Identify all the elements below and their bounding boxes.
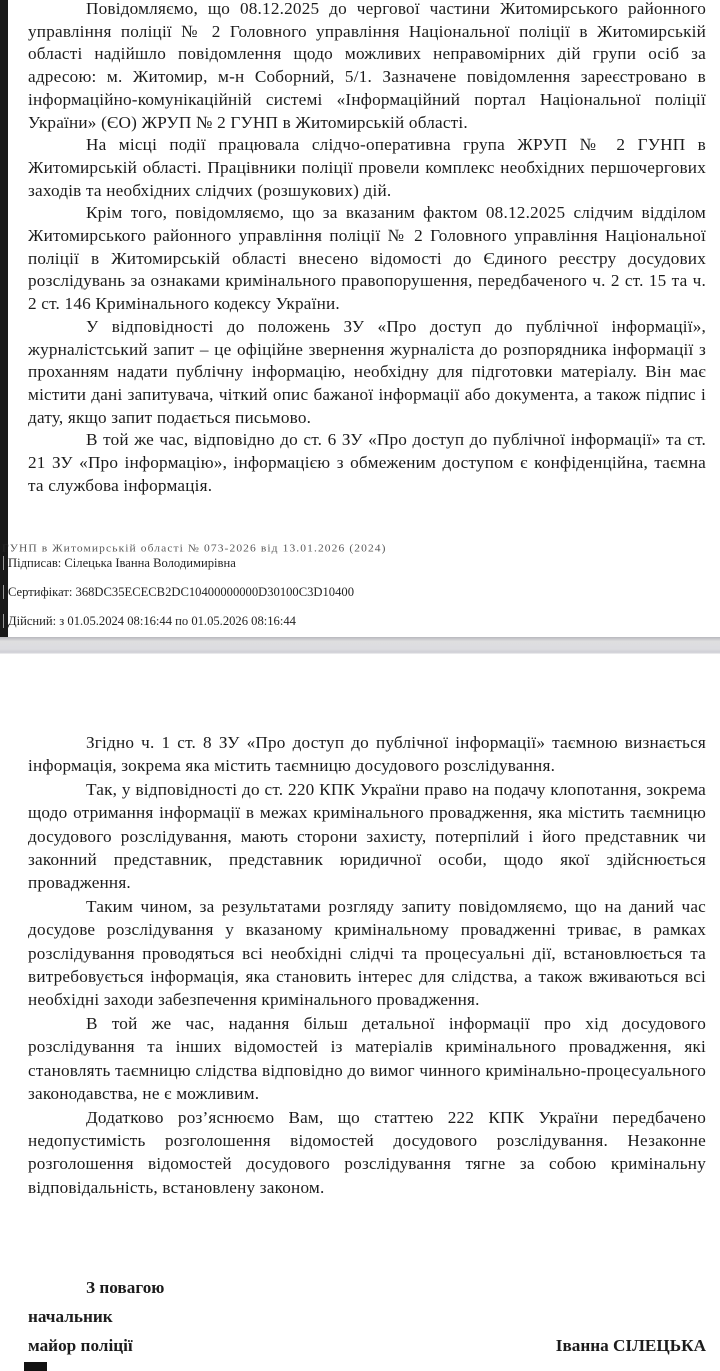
- scan-artifact-mark: [24, 1362, 47, 1371]
- signature-validity: Дійсний: з 01.05.2024 08:16:44 по 01.05.2026 08:16:44: [3, 614, 603, 628]
- paragraph: Додатково роз’яснюємо Вам, що статтею 222 КПК України передбачено недопустимість розголошення відомостей досудового розслідування. Незаконне розголошення відомостей досудового розслідування тягне за собою кримінальну відповідальність, встановлену законом.: [28, 1107, 706, 1197]
- paragraph: В той же час, надання більш детальної інформації про хід досудового розслідування та інших відомостей із матеріалів кримінального провадження, які становлять таємницю слідства відповідно до вимог чинного кримінально-процесуального законодавства, не є можливим.: [28, 1013, 706, 1104]
- registration-stamp-text: ГУНП в Житомирській області № 073-2026 від 13.01.2026 (2024): [2, 543, 387, 555]
- page1-body-text: [28, 0, 706, 497]
- paragraph: Так, у відповідності до ст. 220 КПК України право на подачу клопотання, зокрема щодо отримання інформації в межах кримінального провадження, яка містить таємницю досудового розслідування, мають сторони захисту, потерпілий і його представник чи законний представник, представник юридичної особи, щодо якої здійснюється провадження.: [28, 779, 706, 893]
- e-signature-block: [3, 556, 603, 643]
- paragraph: В той же час, відповідно до ст. 6 ЗУ «Про доступ до публічної інформації» та ст. 21 ЗУ «Про інформацію», інформацією з обмеженим доступом є конфіденційна, таємна та службова інформація.: [28, 430, 706, 495]
- page-break-divider: [0, 637, 720, 654]
- signature-signed-by: Підписав: Сілецька Іванна Володимирівна: [3, 556, 603, 570]
- paragraph: Крім того, повідомляємо, що за вказаним фактом 08.12.2025 слідчим відділом Житомирського районного управління поліції № 2 Головного управління Національної поліції в Житомирській області внесено відомості до Єдиного реєстру досудових розслідувань за ознаками кримінального правопорушення, передбаченого ч. 2 ст. 15 та ч. 2 ст. 146 Кримінального кодексу України.: [28, 203, 706, 314]
- paragraph: Таким чином, за результатами розгляду запиту повідомляємо, що на даний час досудове розслідування у вказаному кримінальному провадженні триває, в рамках розслідування проводяться всі необхідні слідчі та процесуальні дії, встановлюється та витребовується інформація, яка становить інтерес для слідства, а також вживаються всі необхідні заходи забезпечення кримінального провадження.: [28, 896, 706, 1010]
- closing-position-rank: майор поліції: [28, 1336, 133, 1355]
- page2-body-text: [28, 731, 706, 1199]
- paragraph: Повідомляємо, що 08.12.2025 до чергової частини Житомирського районного управління поліції № 2 Головного управління Національної поліції в Житомирській області надійшло повідомлення щодо можливих неправомірних дій групи осіб за адресою: м. Житомир, м-н Соборний, 5/1. Зазначене повідомлення зареєстровано в інформаційно-комунікаційній системі «Інформаційний портал Національної поліції України» (ЄО) ЖРУП № 2 ГУНП в Житомирській області.: [28, 0, 706, 132]
- closing-regards: З повагою: [86, 1278, 165, 1297]
- paragraph: Згідно ч. 1 ст. 8 ЗУ «Про доступ до публічної інформації» таємною визнається інформація, зокрема яка містить таємницю досудового розслідування.: [28, 733, 706, 776]
- scan-edge-strip: [0, 0, 8, 638]
- signature-certificate: Сертифікат: 368DC35ECECB2DC10400000000D30100C3D10400: [3, 585, 603, 599]
- paragraph: У відповідності до положень ЗУ «Про доступ до публічної інформації», журналістський запит – це офіційне звернення журналіста до розпорядника інформації з проханням надати публічну інформацію, необхідну для підготовки матеріалу. Він має містити дані запитувача, чіткий опис бажаної інформації або документа, а також підпис і дату, якщо запит подається письмово.: [28, 316, 706, 427]
- closing-signer-name: Іванна СІЛЕЦЬКА: [555, 1336, 706, 1355]
- paragraph: На місці події працювала слідчо-оперативна група ЖРУП № 2 ГУНП в Житомирській області. Працівники поліції провели комплекс необхідних першочергових заходів та необхідних слідчих (розшукових) дій.: [28, 135, 706, 200]
- letter-closing: [28, 1276, 706, 1358]
- closing-position-chief: начальник: [28, 1307, 113, 1326]
